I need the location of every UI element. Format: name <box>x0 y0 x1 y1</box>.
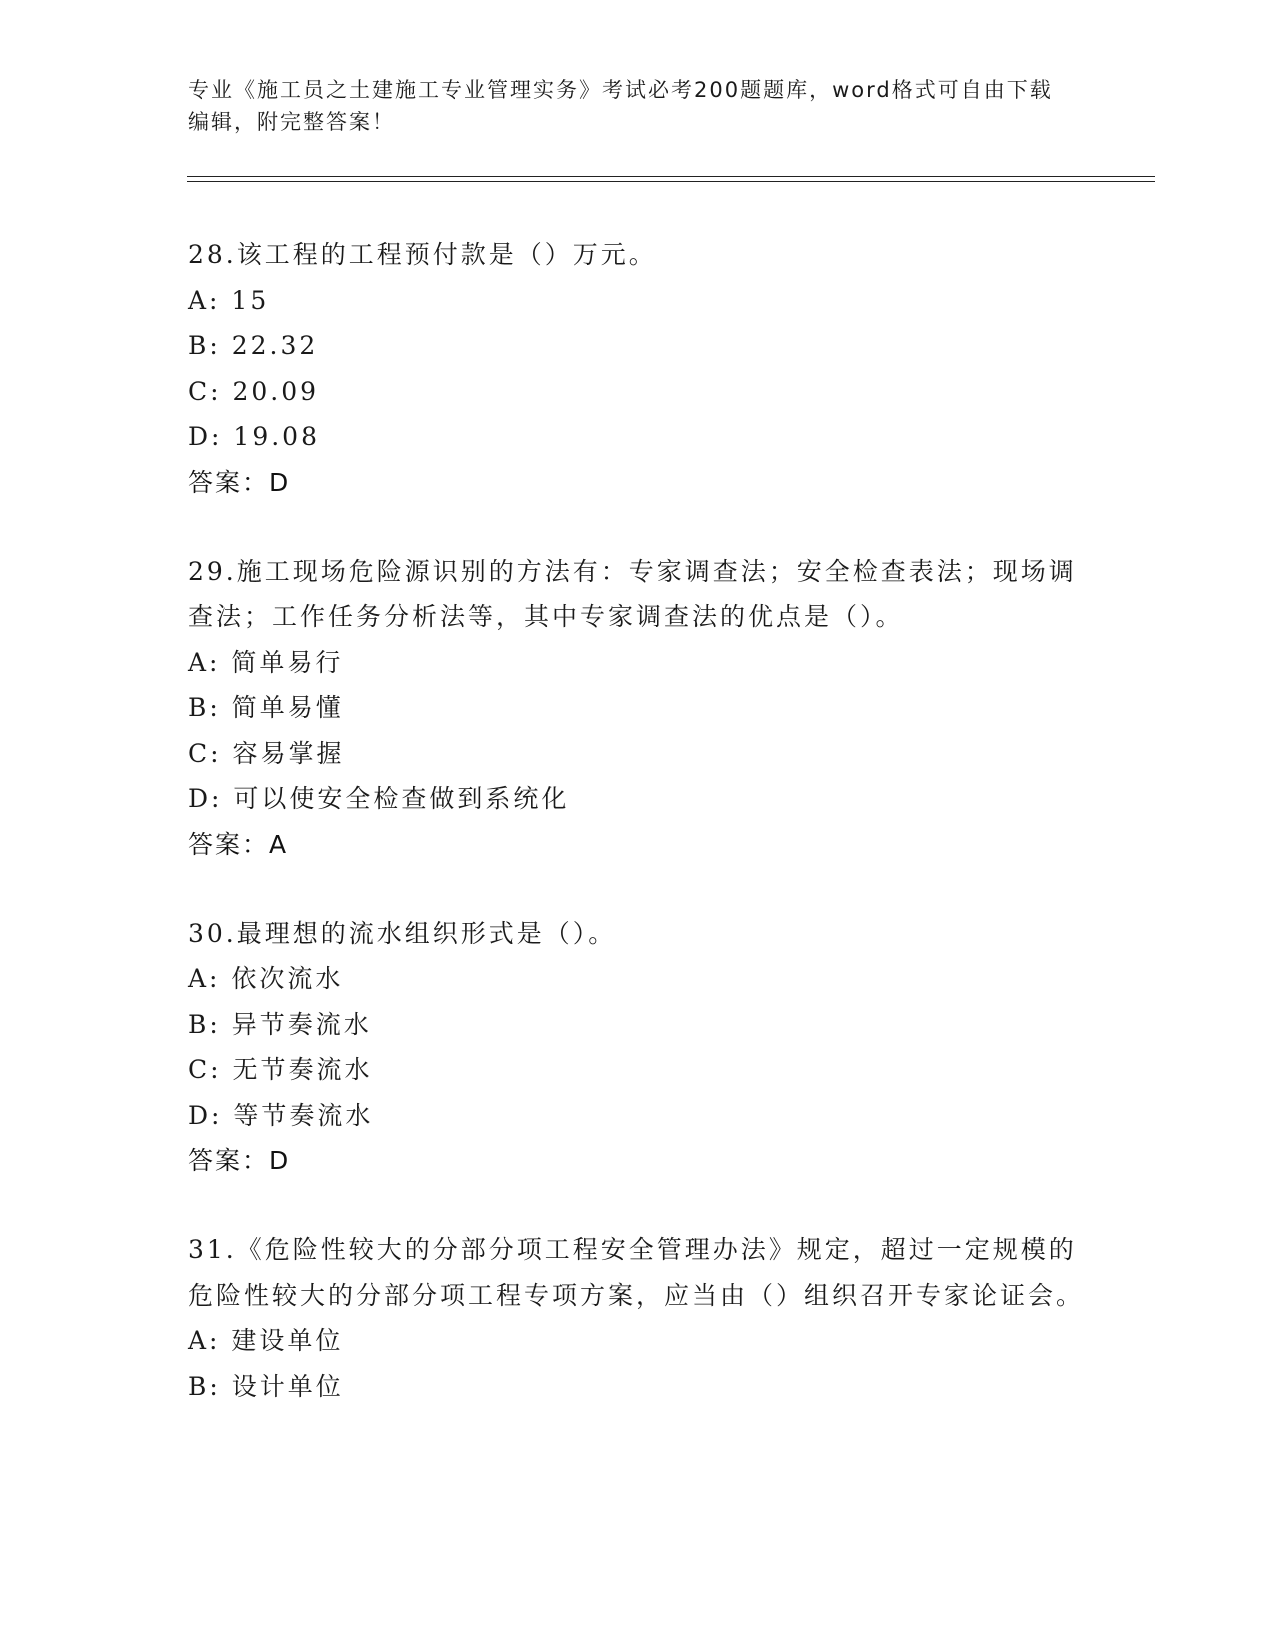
header-divider-top <box>187 176 1155 177</box>
question-list <box>188 232 1088 1453</box>
option-b: B: 22.32 <box>188 331 319 360</box>
option-a: A: 建设单位 <box>188 1326 344 1355</box>
option-b: B: 异节奏流水 <box>188 1009 372 1039</box>
question-stem: 28.该工程的工程预付款是（）万元。 <box>188 240 657 269</box>
option-b: B: 简单易懂 <box>188 693 344 722</box>
question-30 <box>188 911 1088 1184</box>
answer: 答案：D <box>188 1146 291 1175</box>
question-stem: 31.《危险性较大的分部分项工程安全管理办法》规定，超过一定规模的危险性较大的分部分项工程专项方案，应当由（）组织召开专家论证会。 <box>188 1235 1085 1310</box>
answer: 答案：A <box>188 829 289 859</box>
option-c: C: 20.09 <box>188 376 320 406</box>
question-stem: 30.最理想的流水组织形式是（）。 <box>188 918 617 948</box>
question-stem: 29.施工现场危险源识别的方法有：专家调查法；安全检查表法；现场调查法；工作任务分析法等，其中专家调查法的优点是（）。 <box>188 556 1077 631</box>
answer: 答案：D <box>188 467 291 497</box>
option-a: A: 依次流水 <box>188 964 344 993</box>
option-c: C: 无节奏流水 <box>188 1055 373 1084</box>
option-d: D: 19.08 <box>188 422 320 451</box>
document-header: 专业《施工员之土建施工专业管理实务》考试必考200题题库，word格式可自由下载编辑，附完整答案！ <box>188 78 1053 134</box>
header-divider-bottom <box>187 181 1155 182</box>
question-28 <box>188 232 1088 505</box>
option-d: D: 可以使安全检查做到系统化 <box>188 784 570 813</box>
option-a: A: 简单易行 <box>188 647 344 677</box>
option-a: A: 15 <box>188 285 270 315</box>
question-29 <box>188 549 1088 867</box>
option-d: D: 等节奏流水 <box>188 1100 374 1130</box>
option-b: B: 设计单位 <box>188 1371 344 1401</box>
option-c: C: 容易掌握 <box>188 738 345 768</box>
question-31 <box>188 1227 1088 1409</box>
